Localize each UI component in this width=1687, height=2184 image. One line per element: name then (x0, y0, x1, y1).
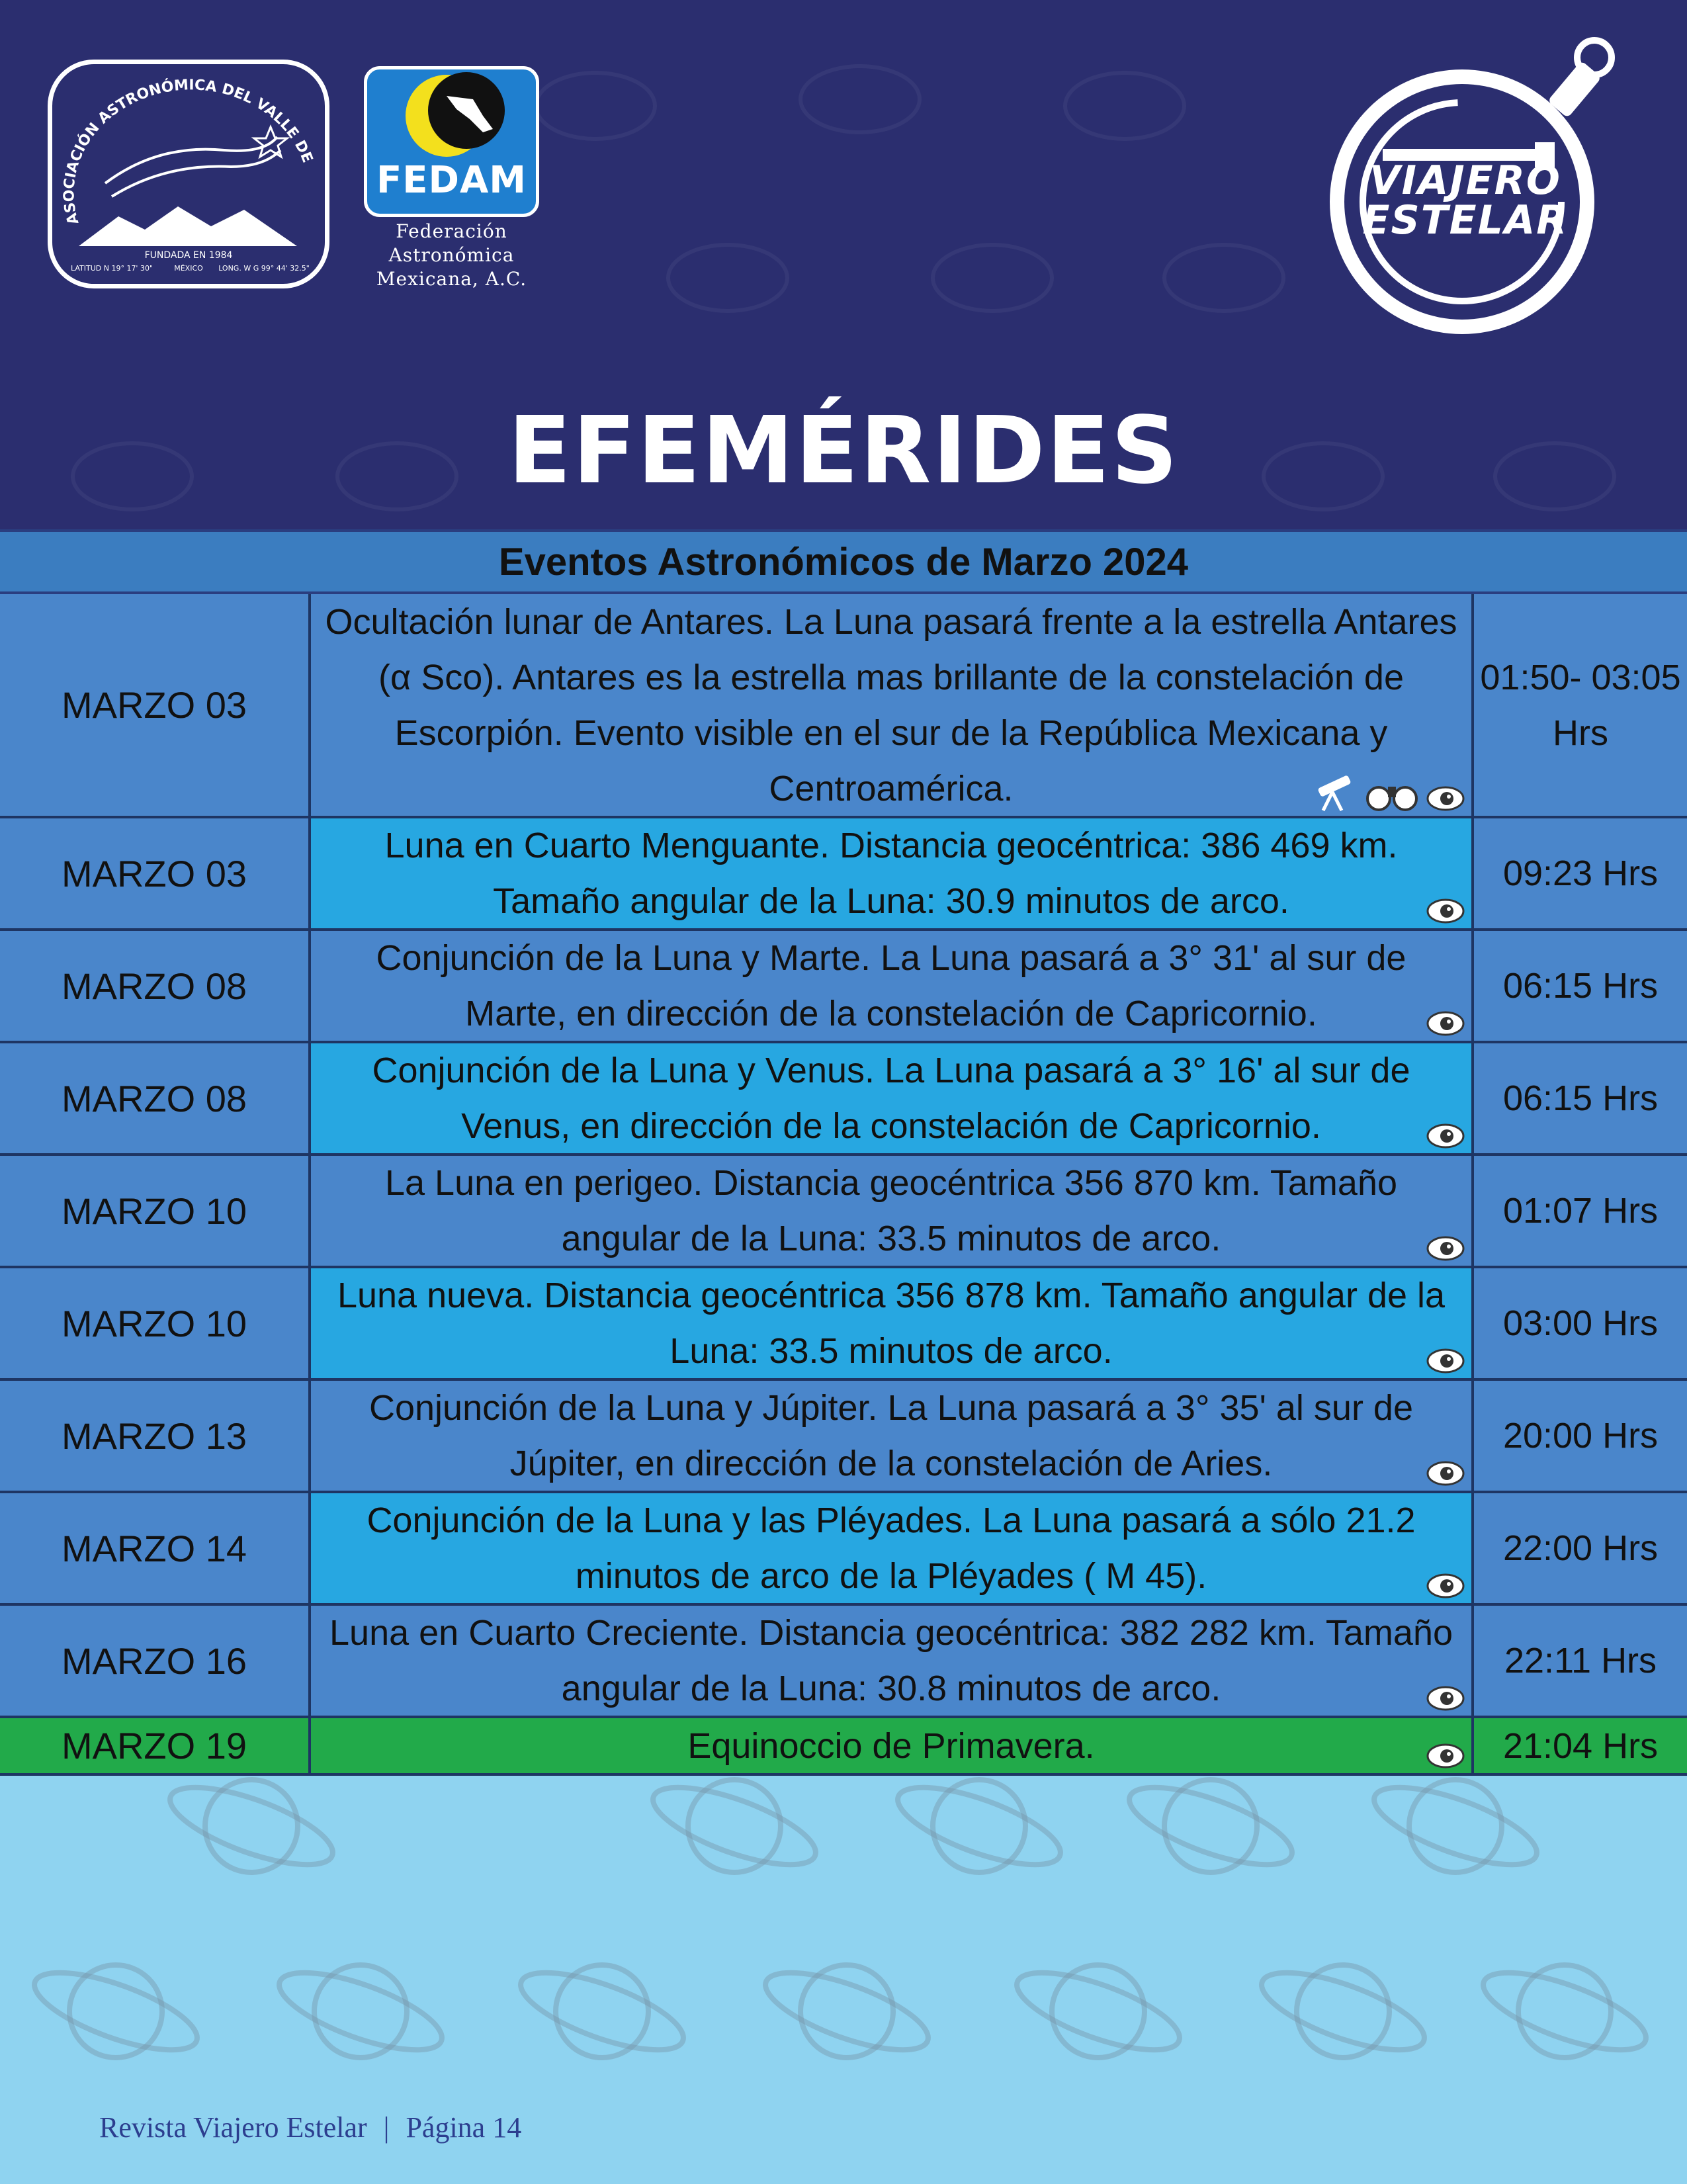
fedam-line-1: Federación (396, 220, 507, 242)
event-date: MARZO 03 (0, 818, 311, 928)
avt-longitude: LONG. W G 99° 44' 32.5" (218, 264, 310, 273)
table-row (0, 1381, 1687, 1493)
table-row (0, 818, 1687, 931)
eye-icon (1426, 1123, 1465, 1149)
fedam-wordmark: FEDAM (376, 159, 527, 202)
table-row (0, 594, 1687, 818)
page-footer (99, 2111, 521, 2144)
table-row (0, 1493, 1687, 1606)
event-text: Luna en Cuarto Menguante. Distancia geocéntrica: 386 469 km. Tamaño angular de la Luna: 30.9 minutos de arco. (384, 826, 1398, 921)
event-time: 09:23 Hrs (1474, 818, 1687, 928)
avt-logo (48, 60, 329, 288)
avt-emblem (52, 64, 325, 284)
planet-icon (271, 1957, 451, 2066)
event-date: MARZO 08 (0, 931, 311, 1041)
table-row (0, 1268, 1687, 1381)
table-row (0, 1156, 1687, 1268)
event-time: 22:11 Hrs (1504, 1641, 1657, 1681)
eye-icon (1426, 785, 1465, 812)
fedam-line-2: Astronómica (388, 244, 515, 266)
planet-pattern (0, 1773, 1687, 2104)
event-text: Equinoccio de Primavera. (687, 1725, 1095, 1766)
svg-text:ASOCIACIÓN ASTRONÓMICA DEL VAL (52, 64, 316, 226)
planet-icon (1253, 1957, 1433, 2066)
eye-icon (1426, 898, 1465, 924)
fedam-subtitle (344, 220, 559, 291)
fedam-line-3: Mexicana, A.C. (376, 268, 527, 290)
event-time: 22:00 Hrs (1474, 1493, 1687, 1603)
fedam-emblem (367, 69, 536, 169)
planet-icon (644, 1773, 824, 1880)
avt-founded: FUNDADA EN 1984 (144, 250, 233, 261)
planet-icon (26, 1957, 206, 2066)
event-date: MARZO 19 (0, 1718, 311, 1773)
planet-icon (1475, 1957, 1655, 2066)
event-text: Conjunción de la Luna y Júpiter. La Luna pasará a 3° 35' al sur de Júpiter, en dirección de la constelación de Aries. (369, 1388, 1413, 1483)
eye-icon (1426, 1348, 1465, 1374)
event-date: MARZO 16 (0, 1606, 311, 1716)
footer-magazine: Revista Viajero Estelar (99, 2111, 367, 2144)
eye-icon (1426, 1573, 1465, 1599)
table-row (0, 1606, 1687, 1718)
event-description (311, 1268, 1474, 1378)
event-text: Ocultación lunar de Antares. La Luna pasará frente a la estrella Antares (α Sco). Antares es la estrella mas brillante de la constelación de Escorpión. Evento visible en el sur de la República Mexicana y Centroamérica. (325, 601, 1457, 808)
event-date: MARZO 08 (0, 1043, 311, 1153)
fedam-logo (364, 66, 539, 217)
planet-icon (889, 1773, 1069, 1880)
binoculars-icon (1365, 779, 1418, 812)
ephemeris-table (0, 529, 1687, 1776)
event-description (311, 1606, 1474, 1716)
page-title: EFEMÉRIDES (507, 397, 1180, 505)
eye-icon (1426, 1235, 1465, 1262)
footer-page-number: Página 14 (406, 2111, 522, 2144)
table-title: Eventos Astronómicos de Marzo 2024 (0, 529, 1687, 594)
event-description (311, 1043, 1474, 1153)
event-time: 01:07 Hrs (1502, 1191, 1659, 1231)
eye-icon (1426, 1010, 1465, 1037)
event-time: 21:04 Hrs (1502, 1725, 1659, 1766)
event-description (311, 1381, 1474, 1491)
event-time: 01:50- 03:05 Hrs (1480, 657, 1681, 753)
event-date: MARZO 03 (0, 594, 311, 816)
event-time: 06:15 Hrs (1474, 1043, 1687, 1153)
table-row (0, 1718, 1687, 1776)
event-date: MARZO 10 (0, 1156, 311, 1266)
avt-arc-text: ASOCIACIÓN ASTRONÓMICA DEL VALLE DE (61, 77, 316, 227)
visibility-icons (1311, 772, 1465, 812)
event-description (311, 818, 1474, 928)
table-row (0, 931, 1687, 1043)
viajero-line-2: ESTELAR (1362, 197, 1569, 243)
footer-separator: | (383, 2111, 390, 2144)
event-text: Luna en Cuarto Creciente. Distancia geocéntrica: 382 282 km. Tamaño angular de la Luna: 30.8 minutos de arco. (329, 1613, 1453, 1708)
event-text: Conjunción de la Luna y Venus. La Luna pasará a 3° 16' al sur de Venus, en dirección de la constelación de Capricornio. (372, 1051, 1410, 1146)
event-date: MARZO 13 (0, 1381, 311, 1491)
header-banner (0, 0, 1687, 529)
eye-icon (1426, 1685, 1465, 1712)
table-row (0, 1043, 1687, 1156)
event-date: MARZO 14 (0, 1493, 311, 1603)
eye-icon (1426, 1460, 1465, 1487)
event-description (311, 1156, 1474, 1266)
event-time: 03:00 Hrs (1474, 1268, 1687, 1378)
event-date: MARZO 10 (0, 1268, 311, 1378)
event-text: Luna nueva. Distancia geocéntrica 356 878 km. Tamaño angular de la Luna: 33.5 minutos de arco. (337, 1276, 1446, 1371)
planet-icon (161, 1773, 341, 1880)
planet-icon (757, 1957, 937, 2066)
planet-icon (1365, 1773, 1545, 1880)
event-description (311, 931, 1474, 1041)
event-time: 20:00 Hrs (1502, 1416, 1659, 1456)
planet-icon (1121, 1773, 1301, 1880)
event-text: La Luna en perigeo. Distancia geocéntrica 356 870 km. Tamaño angular de la Luna: 33.5 minutos de arco. (384, 1163, 1397, 1258)
planet-icon (512, 1957, 692, 2066)
avt-latitude: LATITUD N 19° 17' 30" (70, 264, 153, 273)
event-time: 06:15 Hrs (1502, 966, 1659, 1006)
event-description (311, 1718, 1474, 1773)
viajero-line-1: VIAJERO (1369, 157, 1561, 204)
event-text: Conjunción de la Luna y Marte. La Luna pasará a 3° 31' al sur de Marte, en dirección de la constelación de Capricornio. (376, 938, 1406, 1033)
event-text: Conjunción de la Luna y las Pléyades. La Luna pasará a sólo 21.2 minutos de arco de la Pléyades ( M 45). (367, 1501, 1416, 1596)
telescope-icon (1311, 772, 1358, 812)
eye-icon (1426, 1743, 1465, 1769)
planet-icon (1008, 1957, 1188, 2066)
event-description (311, 594, 1474, 816)
event-description (311, 1493, 1474, 1603)
avt-country: MÉXICO (174, 264, 203, 273)
